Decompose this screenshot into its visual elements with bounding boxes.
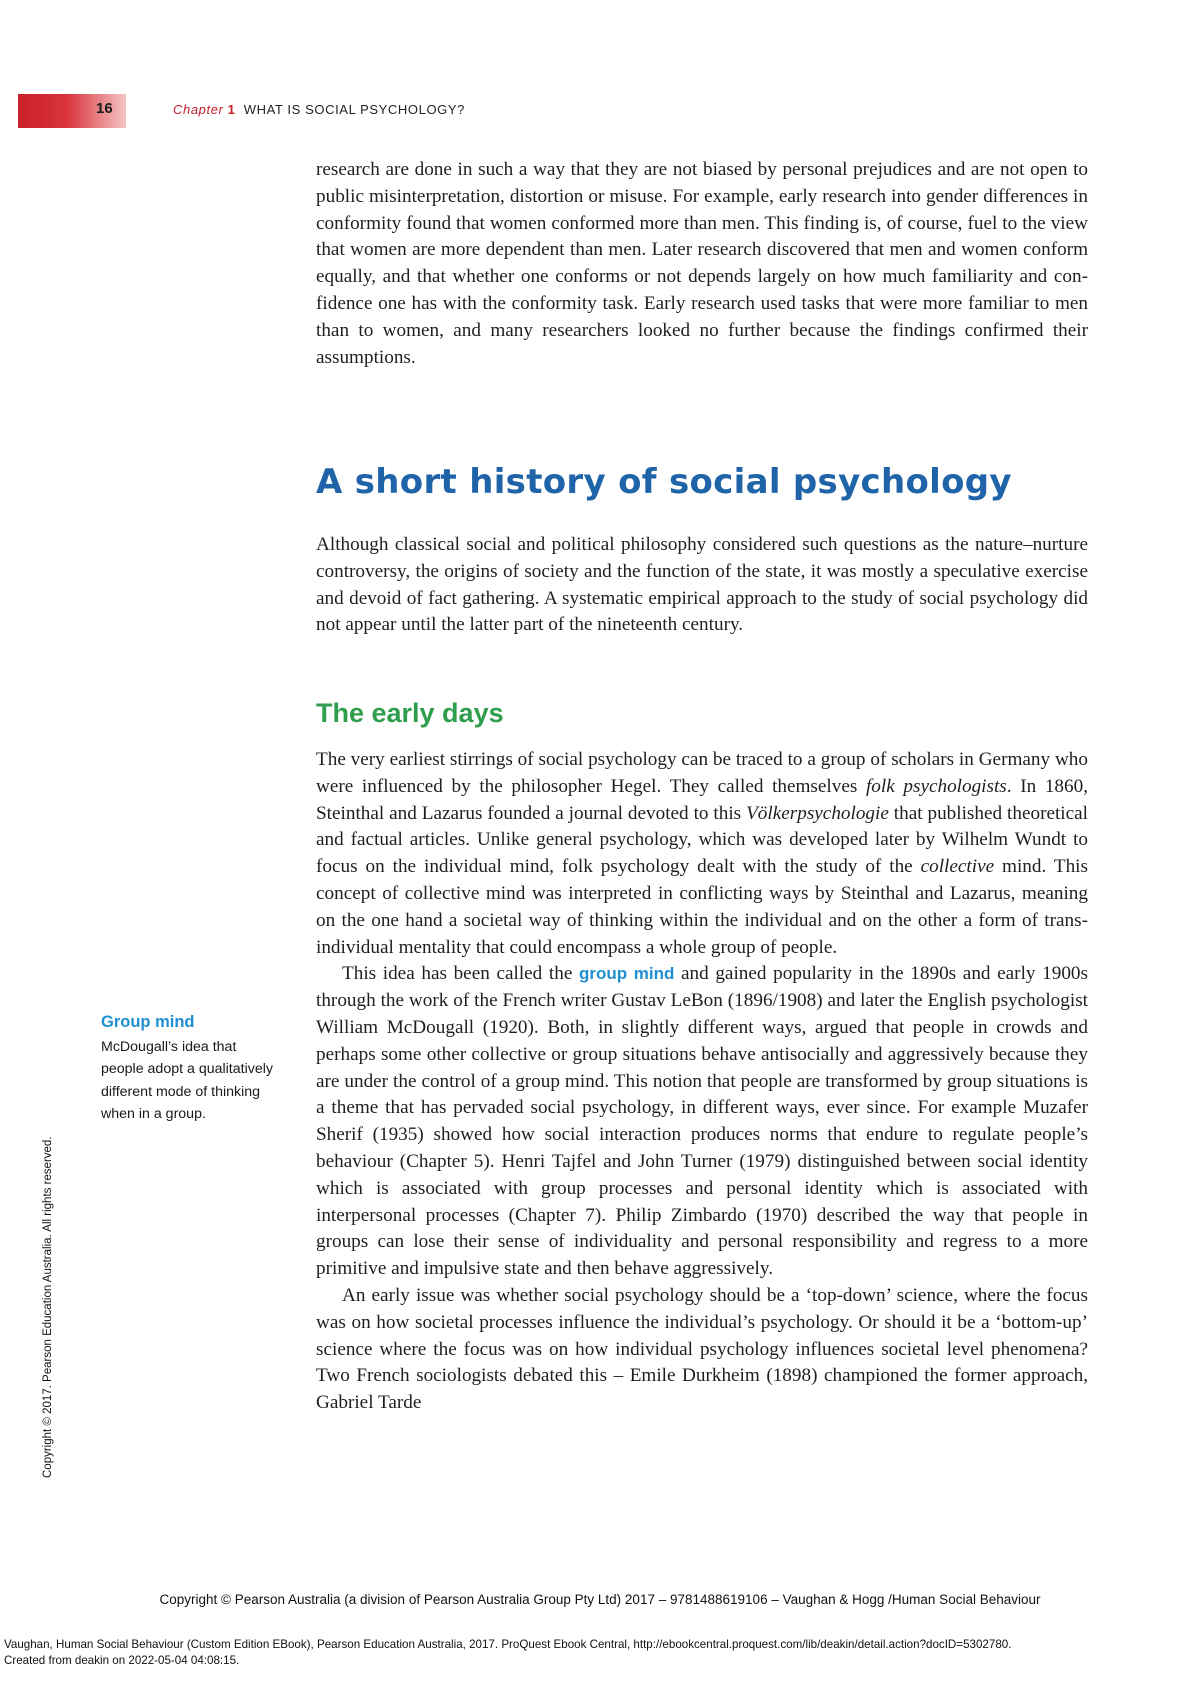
italic-term-volkerpsychologie: Völkerpsychologie [746,802,889,824]
intro-paragraph: research are done in such a way that they are not biased by personal prejudices and are not open to public misinterpretation, distortion or misuse. For example, early research into gender differences in conformity found that women conformed more than men. This finding is, of course, fuel to the view that women are more dependent than men. Later research discovered that men and women conform equally, and that whether one conforms or not depends largely on how much familiarity and confidence one has with the conformity task. Early research used tasks that were more familiar to men than to women, and many researchers looked no further because the findings confirmed their assumptions. [316,159,1088,368]
chapter-number: 1 [227,102,236,117]
chapter-label: Chapter [173,102,224,117]
paragraph-group-mind [316,961,1088,1283]
text-run: mind. This concept of collective mind was interpreted in conflicting ways by Steinthal and Lazarus, meaning on the one hand a societal way of thinking within the individual and on the other a form of trans-individual mentality that could encompass a whole group of people. [316,856,1088,958]
footer-copyright: Copyright © Pearson Australia (a division of Pearson Australia Group Pty Ltd) 2017 – 9781488619106 – Vaughan & Hogg /Human Social Behaviour [159,1592,1041,1607]
margin-glossary-note [101,1013,276,1125]
section-intro-block [316,532,1088,639]
section-paragraph: Although classical social and political philosophy considered such questions as the nature–nurture controversy, the origins of society and the function of the state, it was mostly a speculative exercise and devoid of fact gathering. A systematic empirical approach to the study of social psychology did not appear until the latter part of the nineteenth century. [316,534,1088,636]
glossary-term: Group mind [101,1013,195,1031]
chapter-title: WHAT IS SOCIAL PSYCHOLOGY? [243,102,465,117]
page-number: 16 [96,100,113,117]
glossary-definition: McDougall’s idea that people adopt a qualitatively different mode of thinking when in a group. [101,1039,273,1122]
italic-term-collective: collective [920,856,995,878]
side-copyright: Copyright © 2017. Pearson Education Australia. All rights reserved. [42,1136,54,1478]
early-days-body [316,747,1088,1417]
text-run: . In 1860, Steinthal and Lazarus founded a journal devoted to this [316,775,1089,824]
key-term-group-mind[interactable]: group mind [579,964,675,984]
subsection-heading: The early days [316,698,504,728]
text-run: This idea has been called the [342,963,579,985]
paragraph-folk-psychology [316,747,1088,961]
text-run: and gained popularity in the 1890s and early 1900s through the work of the French writer Gustav LeBon (1896/1908) and later the English psychologist William McDougall (1920). Both, in slightly different ways, argued that people in crowds and perhaps some other collective or group situations behave antisocially and aggressively because they are under the control of a group mind. This notion that people are transformed by group situations is a theme that has pervaded social psychology, in different ways, ever since. For example Muzafer Sherif (1935) showed how social interaction produces norms that endure to regulate people’s behaviour (Chapter 5). Henri Tajfel and John Turner (1979) distinguished between social identity which is associated with group processes and personal identity which is associated with interpersonal processes (Chapter 7). Philip Zimbardo (1970) described the way that people in groups can lose their sense of individuality and personal responsibility and regress to a more primitive and impulsive state and then behave aggressively. [316,963,1088,1280]
running-header [173,102,465,117]
text-run: The very earliest stirrings of social psychology can be traced to a group of scholars in Germany who were influenced by the philosopher Hegel. They called themselves [316,749,1088,797]
footer-source [4,1637,1194,1669]
footer-source-citation[interactable]: Vaughan, Human Social Behaviour (Custom Edition EBook), Pearson Education Australia, 2017. ProQuest Ebook Central, http://ebookcentral.proquest.com/lib/deakin/detail.action?docID=5302780. [4,1638,1012,1651]
intro-block [316,157,1088,371]
italic-term-folk-psychologists: folk psychologists [865,775,1007,797]
footer-created-line: Created from deakin on 2022-05-04 04:08:15. [4,1654,240,1667]
text-run: that published theoretical and factual articles. Unlike general psychology, which was developed later by Wilhelm Wundt to focus on the individual mind, folk psychology dealt with the study of the [316,802,1088,878]
section-heading: A short history of social psychology [316,462,1012,502]
paragraph-top-down: An early issue was whether social psychology should be a ‘top-down’ science, where the focus was on how societal processes influence the individual’s psychology. Or should it be a ‘bottom-up’ science where the focus was on how individual psychology influences societal level phenomena? Two French sociologists debated this – Emile Durkheim (1898) championed the former approach, Gabriel Tarde [316,1284,1088,1414]
